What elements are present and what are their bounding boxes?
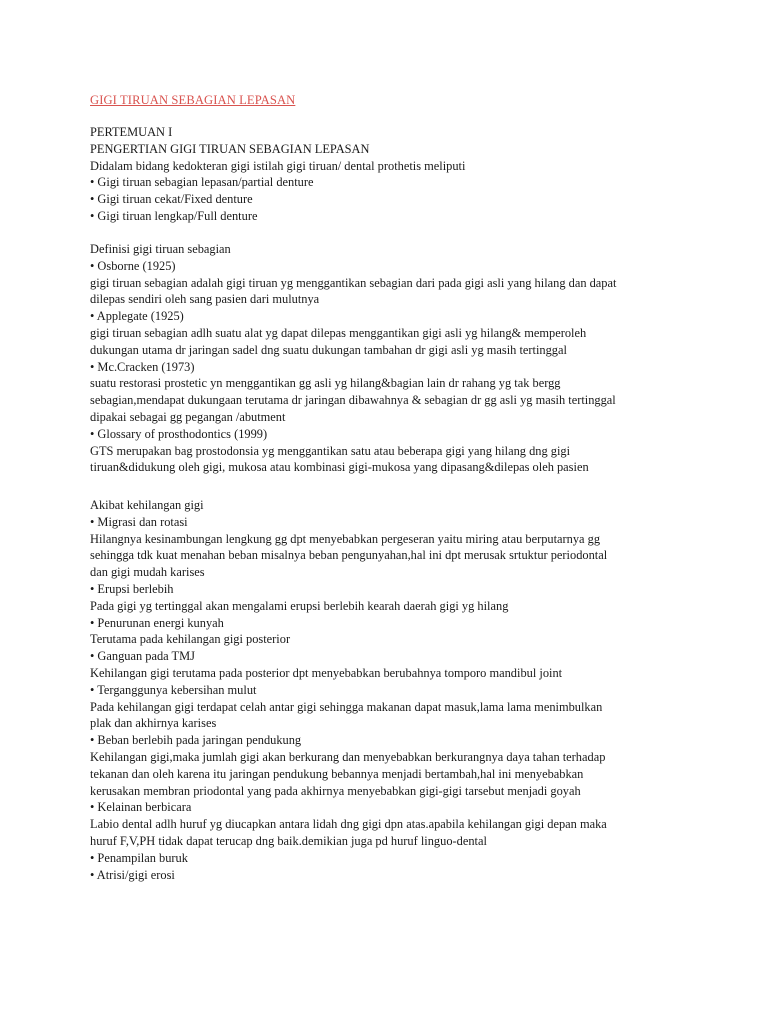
bullet-item: • Mc.Cracken (1973) [90,359,195,374]
bullet-item: • Gigi tiruan lengkap/Full denture [90,208,258,223]
text-line: PERTEMUAN I [90,125,173,139]
text-line: tekanan dan oleh karena itu jaringan pendukung bebannya menjadi bertambah,hal ini menyebabkan [90,766,584,781]
text-line: Hilangnya kesinambungan lengkung gg dpt menyebabkan pergeseran yaitu miring atau berputarnya gg [90,531,601,546]
bullet-item: • Glossary of prosthodontics (1999) [90,426,268,441]
text-line: Pada gigi yg tertinggal akan mengalami erupsi berlebih kearah daerah gigi yg hilang [90,598,509,613]
text-line: huruf F,V,PH tidak dapat terucap dng baik.demikian juga pd huruf linguo-dental [90,833,487,848]
text-line: Didalam bidang kedokteran gigi istilah gigi tiruan/ dental prothetis meliputi [90,158,466,173]
text-line: sebagian,mendapat dukungaan terutama dr jaringan dibawahnya & sebagian dr gg asli yg masih tertinggal [90,393,616,408]
document-title: GIGI TIRUAN SEBAGIAN LEPASAN [90,93,296,107]
bullet-item: • Terganggunya kebersihan mulut [90,682,257,697]
text-line: Kehilangan gigi terutama pada posterior dpt menyebabkan berubahnya tomporo mandibul joint [90,665,563,680]
bullet-item: • Beban berlebih pada jaringan pendukung [90,733,302,748]
text-line: suatu restorasi prostetic yn menggantikan gg asli yg hilang&bagian lain dr rahang yg tak bergg [90,376,561,391]
text-line: dilepas sendiri oleh sang pasien dari mulutnya [90,292,320,307]
bullet-item: • Erupsi berlebih [90,581,174,596]
bullet-item: • Penurunan energi kunyah [90,615,224,630]
bullet-item: • Migrasi dan rotasi [90,514,188,529]
bullet-item: • Gigi tiruan cekat/Fixed denture [90,192,253,207]
text-line: Akibat kehilangan gigi [90,498,204,512]
bullet-item: • Osborne (1925) [90,258,176,273]
bullet-item: • Gigi tiruan sebagian lepasan/partial denture [90,175,314,190]
text-line: gigi tiruan sebagian adalah gigi tiruan yg menggantikan sebagian dari pada gigi asli yang hilang dan dapat [90,275,617,290]
bullet-item: • Applegate (1925) [90,309,184,324]
text-line: dan gigi mudah karises [90,565,205,580]
text-line: Definisi gigi tiruan sebagian [90,242,231,256]
text-line: dipakai sebagai gg pegangan /abutment [90,409,286,424]
section-akibat [90,497,690,883]
text-line: kerusakan membran priodontal yang pada akhirnya menyebabkan gigi-gigi tarsebut menjadi goyah [90,783,581,798]
text-line: plak dan akhirnya karises [90,716,217,731]
text-line: sehingga tdk kuat menahan beban misalnya beban pengunyahan,hal ini dpt merusak srtuktur periodontal [90,548,608,563]
text-line: PENGERTIAN GIGI TIRUAN SEBAGIAN LEPASAN [90,141,370,156]
text-line: dukungan utama dr jaringan sadel dng suatu dukungan tambahan dr gigi asli yg masih tertinggal [90,342,567,357]
text-line: Kehilangan gigi,maka jumlah gigi akan berkurang dan menyebabkan berkurangnya daya tahan terhadap [90,749,606,764]
text-line: Terutama pada kehilangan gigi posterior [90,632,291,647]
bullet-item: • Ganguan pada TMJ [90,649,195,664]
bullet-item: • Kelainan berbicara [90,800,192,815]
text-line: Labio dental adlh huruf yg diucapkan antara lidah dng gigi dpn atas.apabila kehilangan gigi depan maka [90,817,607,832]
section-pengertian [90,124,690,225]
text-line: GTS merupakan bag prostodonsia yg menggantikan satu atau beberapa gigi yang hilang dng gigi [90,443,571,458]
bullet-item: • Atrisi/gigi erosi [90,867,175,882]
text-line: gigi tiruan sebagian adlh suatu alat yg dapat dilepas menggantikan gigi asli yg hilang& memperoleh [90,325,587,340]
bullet-item: • Penampilan buruk [90,850,188,865]
section-definisi [90,241,690,476]
text-line: Pada kehilangan gigi terdapat celah antar gigi sehingga makanan dapat masuk,lama lama menimbulkan [90,699,603,714]
text-line: tiruan&didukung oleh gigi, mukosa atau kombinasi gigi-mukosa yang dipasang&dilepas oleh pasien [90,460,589,475]
